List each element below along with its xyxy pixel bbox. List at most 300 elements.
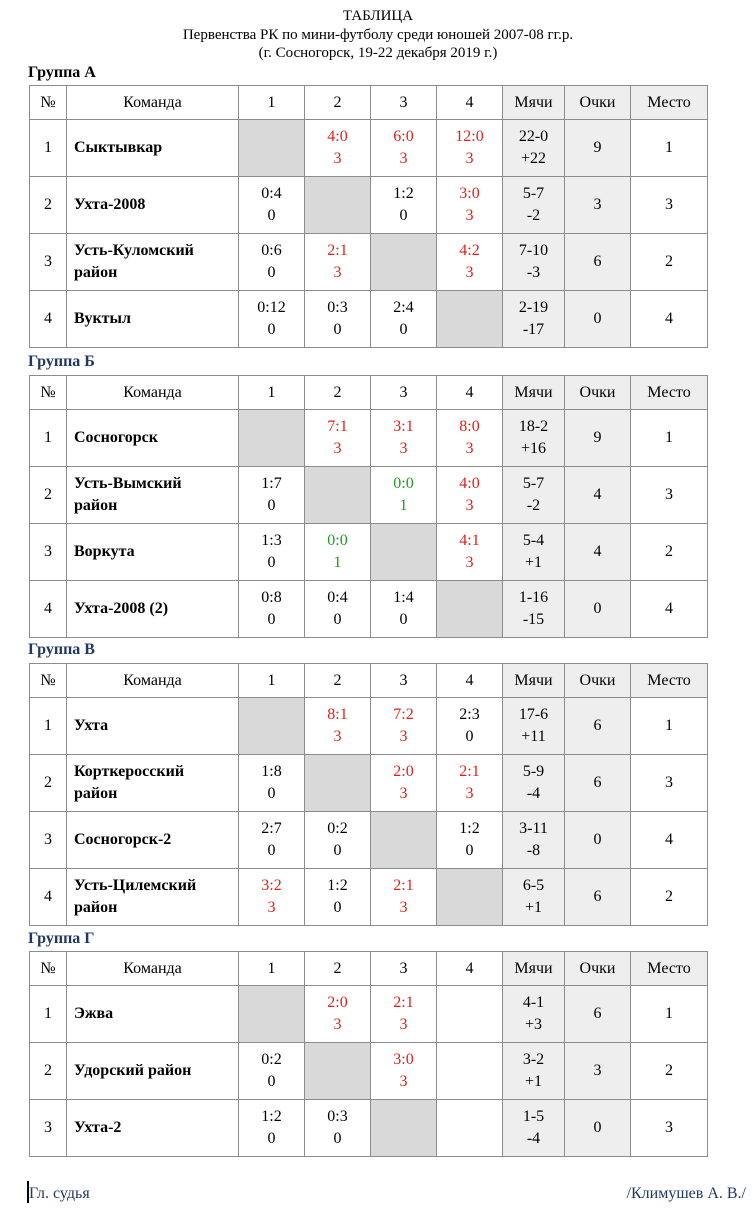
col-header-team: Команда — [67, 664, 239, 698]
match-score: 0:2 — [261, 1051, 282, 1068]
points-cell: 0 — [565, 1100, 631, 1157]
goal-difference: -4 — [526, 785, 541, 802]
match-points: 3 — [399, 440, 408, 457]
blank-cell — [305, 1043, 371, 1100]
place-cell: 2 — [631, 1043, 708, 1100]
points-cell: 6 — [565, 986, 631, 1043]
goals-for-against: 4-1 — [522, 994, 545, 1011]
match-points: 3 — [333, 264, 342, 281]
goal-difference: -8 — [526, 842, 541, 859]
match-points: 3 — [465, 440, 474, 457]
match-points: 0 — [267, 1130, 276, 1147]
group-title: Группа В — [28, 641, 95, 658]
match-result — [239, 869, 305, 926]
match-score: 2:7 — [261, 820, 282, 837]
goals-cell — [503, 291, 565, 348]
place-cell: 3 — [631, 177, 708, 234]
place-cell: 1 — [631, 120, 708, 177]
match-result — [305, 410, 371, 467]
col-header-4: 4 — [437, 376, 503, 410]
match-points: 3 — [399, 728, 408, 745]
match-score: 0:12 — [257, 299, 286, 316]
col-header-team: Команда — [67, 376, 239, 410]
points-cell: 6 — [565, 698, 631, 755]
match-result — [239, 812, 305, 869]
match-result — [371, 986, 437, 1043]
match-result — [371, 869, 437, 926]
col-header-num: № — [30, 86, 67, 120]
col-header-1: 1 — [239, 376, 305, 410]
header-row — [30, 952, 708, 986]
match-result — [239, 581, 305, 638]
goals-cell — [503, 1100, 565, 1157]
goal-difference: -3 — [526, 264, 541, 281]
match-result — [305, 986, 371, 1043]
points-cell: 9 — [565, 120, 631, 177]
place-cell: 2 — [631, 234, 708, 291]
match-result — [371, 120, 437, 177]
empty-cell — [437, 986, 503, 1043]
team-name-line: Ухта-2 — [74, 1119, 122, 1136]
goals-for-against: 2-19 — [518, 299, 549, 316]
points-cell: 0 — [565, 581, 631, 638]
match-result — [239, 1100, 305, 1157]
row-number: 1 — [30, 410, 67, 467]
blank-cell — [239, 410, 305, 467]
match-points: 0 — [267, 1073, 276, 1090]
match-result — [239, 234, 305, 291]
standings-table — [29, 951, 708, 1157]
table-row — [30, 410, 708, 467]
match-result — [371, 410, 437, 467]
col-header-4: 4 — [437, 664, 503, 698]
blank-cell — [371, 1100, 437, 1157]
match-points: 0 — [333, 842, 342, 859]
goal-difference: -2 — [526, 497, 541, 514]
goal-difference: -17 — [522, 321, 545, 338]
col-header-num: № — [30, 664, 67, 698]
blank-cell — [305, 467, 371, 524]
match-points: 0 — [267, 497, 276, 514]
table-row — [30, 234, 708, 291]
match-score: 12:0 — [455, 128, 484, 145]
match-result — [437, 177, 503, 234]
match-result — [371, 581, 437, 638]
match-points: 0 — [267, 842, 276, 859]
document-place-date: (г. Сосногорск, 19-22 декабря 2019 г.) — [258, 45, 498, 61]
team-name-line: Ухта-2008 (2) — [74, 600, 169, 617]
match-result — [239, 291, 305, 348]
match-score: 6:0 — [393, 128, 414, 145]
place-cell: 3 — [631, 467, 708, 524]
col-header-1: 1 — [239, 664, 305, 698]
match-result — [437, 120, 503, 177]
points-cell: 3 — [565, 1043, 631, 1100]
place-cell: 2 — [631, 869, 708, 926]
match-points: 3 — [465, 264, 474, 281]
team-name — [67, 698, 239, 755]
match-score: 2:1 — [459, 763, 480, 780]
blank-cell — [239, 698, 305, 755]
col-header-4: 4 — [437, 952, 503, 986]
team-name — [67, 410, 239, 467]
col-header-2: 2 — [305, 952, 371, 986]
match-score: 2:1 — [393, 877, 414, 894]
document-subtitle: Первенства РК по мини-футболу среди юношей 2007-08 гг.р. — [182, 27, 574, 43]
col-header-balls: Мячи — [503, 86, 565, 120]
match-points: 0 — [333, 321, 342, 338]
col-header-points: Очки — [565, 952, 631, 986]
header-row — [30, 86, 708, 120]
match-result — [305, 698, 371, 755]
match-points: 0 — [267, 264, 276, 281]
team-name — [67, 581, 239, 638]
goal-difference: -15 — [522, 611, 545, 628]
col-header-balls: Мячи — [503, 952, 565, 986]
place-cell: 1 — [631, 986, 708, 1043]
col-header-place: Место — [631, 376, 708, 410]
match-points: 0 — [333, 611, 342, 628]
team-name — [67, 986, 239, 1043]
team-name — [67, 467, 239, 524]
row-number: 4 — [30, 869, 67, 926]
match-score: 2:0 — [393, 763, 414, 780]
col-header-team: Команда — [67, 952, 239, 986]
match-score: 8:0 — [459, 418, 480, 435]
col-header-1: 1 — [239, 86, 305, 120]
match-score: 3:0 — [459, 185, 480, 202]
col-header-balls: Мячи — [503, 376, 565, 410]
match-score: 0:2 — [327, 820, 348, 837]
team-name-line: Ухта — [74, 717, 109, 734]
match-result — [305, 291, 371, 348]
points-cell: 6 — [565, 755, 631, 812]
goals-for-against: 6-5 — [522, 877, 545, 894]
col-header-2: 2 — [305, 86, 371, 120]
match-score: 1:7 — [261, 475, 282, 492]
match-result — [371, 1043, 437, 1100]
team-name — [67, 234, 239, 291]
goals-for-against: 7-10 — [518, 242, 549, 259]
match-score: 0:6 — [261, 242, 282, 259]
place-cell: 1 — [631, 698, 708, 755]
col-header-place: Место — [631, 952, 708, 986]
blank-cell — [437, 291, 503, 348]
match-score: 2:4 — [393, 299, 414, 316]
points-cell: 9 — [565, 410, 631, 467]
match-points: 3 — [333, 150, 342, 167]
standings-table — [29, 375, 708, 638]
place-cell: 3 — [631, 755, 708, 812]
row-number: 2 — [30, 467, 67, 524]
match-points: 1 — [399, 497, 408, 514]
match-score: 1:2 — [393, 185, 414, 202]
match-result — [239, 1043, 305, 1100]
match-score: 0:3 — [327, 1108, 348, 1125]
match-points: 3 — [399, 1016, 408, 1033]
match-score: 4:1 — [459, 532, 480, 549]
match-result — [371, 177, 437, 234]
match-score: 1:2 — [459, 820, 480, 837]
team-name-line: Корткеросский — [74, 763, 185, 780]
col-header-3: 3 — [371, 376, 437, 410]
team-name-line: Усть-Куломский — [74, 242, 194, 259]
match-result — [437, 755, 503, 812]
points-cell: 3 — [565, 177, 631, 234]
col-header-place: Место — [631, 86, 708, 120]
match-points: 3 — [333, 728, 342, 745]
team-name — [67, 177, 239, 234]
match-score: 2:0 — [327, 994, 348, 1011]
col-header-3: 3 — [371, 664, 437, 698]
match-score: 1:8 — [261, 763, 282, 780]
match-points: 0 — [267, 611, 276, 628]
blank-cell — [305, 755, 371, 812]
place-cell: 1 — [631, 410, 708, 467]
goals-for-against: 18-2 — [518, 418, 549, 435]
blank-cell — [437, 869, 503, 926]
team-name-line: Эжва — [74, 1005, 114, 1022]
match-points: 0 — [465, 842, 474, 859]
match-score: 4:0 — [327, 128, 348, 145]
goals-for-against: 5-9 — [522, 763, 545, 780]
match-result — [437, 234, 503, 291]
col-header-2: 2 — [305, 664, 371, 698]
match-score: 1:2 — [327, 877, 348, 894]
blank-cell — [239, 986, 305, 1043]
match-score: 0:0 — [393, 475, 414, 492]
team-name — [67, 524, 239, 581]
match-points: 3 — [399, 1073, 408, 1090]
col-header-team: Команда — [67, 86, 239, 120]
table-row — [30, 524, 708, 581]
team-name — [67, 755, 239, 812]
match-score: 7:1 — [327, 418, 348, 435]
match-result — [437, 467, 503, 524]
row-number: 2 — [30, 1043, 67, 1100]
goals-cell — [503, 120, 565, 177]
match-points: 0 — [399, 207, 408, 224]
col-header-2: 2 — [305, 376, 371, 410]
match-score: 4:2 — [459, 242, 480, 259]
match-points: 3 — [399, 899, 408, 916]
row-number: 4 — [30, 291, 67, 348]
match-points: 3 — [333, 1016, 342, 1033]
match-points: 0 — [267, 554, 276, 571]
table-row — [30, 120, 708, 177]
goals-cell — [503, 177, 565, 234]
col-header-1: 1 — [239, 952, 305, 986]
match-score: 0:4 — [261, 185, 282, 202]
col-header-place: Место — [631, 664, 708, 698]
match-points: 0 — [465, 728, 474, 745]
match-points: 3 — [465, 497, 474, 514]
match-result — [371, 467, 437, 524]
table-row — [30, 869, 708, 926]
team-name-line: район — [74, 497, 118, 514]
team-name-line: Удорский район — [74, 1062, 192, 1079]
team-name-line: Усть-Вымский — [74, 475, 182, 492]
row-number: 3 — [30, 812, 67, 869]
team-name-line: Воркута — [74, 543, 135, 560]
goals-for-against: 17-6 — [518, 706, 549, 723]
row-number: 4 — [30, 581, 67, 638]
match-score: 3:1 — [393, 418, 414, 435]
goals-for-against: 3-2 — [522, 1051, 545, 1068]
empty-cell — [437, 1043, 503, 1100]
goal-difference: +3 — [524, 1016, 543, 1033]
goals-for-against: 5-4 — [522, 532, 545, 549]
match-result — [305, 581, 371, 638]
row-number: 3 — [30, 1100, 67, 1157]
match-points: 0 — [333, 1130, 342, 1147]
match-result — [305, 812, 371, 869]
match-score: 1:2 — [261, 1108, 282, 1125]
team-name-line: Ухта-2008 — [74, 196, 146, 213]
match-score: 0:0 — [327, 532, 348, 549]
goals-cell — [503, 755, 565, 812]
table-row — [30, 986, 708, 1043]
match-score: 0:8 — [261, 589, 282, 606]
points-cell: 4 — [565, 524, 631, 581]
row-number: 3 — [30, 524, 67, 581]
goals-cell — [503, 869, 565, 926]
team-name-line: Вуктыл — [74, 310, 132, 327]
match-result — [239, 177, 305, 234]
col-header-3: 3 — [371, 86, 437, 120]
goals-cell — [503, 812, 565, 869]
goals-cell — [503, 581, 565, 638]
team-name-line: Сосногорск — [74, 429, 158, 446]
col-header-num: № — [30, 376, 67, 410]
goals-cell — [503, 1043, 565, 1100]
team-name — [67, 1100, 239, 1157]
match-result — [305, 120, 371, 177]
goal-difference: -2 — [526, 207, 541, 224]
blank-cell — [371, 812, 437, 869]
judge-name: /Климушев А. В./ — [626, 1185, 746, 1202]
match-score: 0:3 — [327, 299, 348, 316]
col-header-points: Очки — [565, 86, 631, 120]
match-score: 3:2 — [261, 877, 282, 894]
goals-for-against: 5-7 — [522, 475, 545, 492]
col-header-balls: Мячи — [503, 664, 565, 698]
table-row — [30, 755, 708, 812]
place-cell: 4 — [631, 291, 708, 348]
row-number: 1 — [30, 120, 67, 177]
match-score: 2:3 — [459, 706, 480, 723]
points-cell: 6 — [565, 234, 631, 291]
match-points: 0 — [267, 321, 276, 338]
row-number: 3 — [30, 234, 67, 291]
place-cell: 4 — [631, 581, 708, 638]
table-row — [30, 1043, 708, 1100]
match-points: 3 — [399, 150, 408, 167]
team-name — [67, 869, 239, 926]
row-number: 2 — [30, 755, 67, 812]
goal-difference: +22 — [520, 150, 547, 167]
place-cell: 3 — [631, 1100, 708, 1157]
blank-cell — [305, 177, 371, 234]
match-points: 0 — [333, 899, 342, 916]
goal-difference: +1 — [524, 1073, 543, 1090]
match-score: 7:2 — [393, 706, 414, 723]
match-points: 1 — [333, 554, 342, 571]
match-score: 4:0 — [459, 475, 480, 492]
table-row — [30, 467, 708, 524]
team-name-line: район — [74, 785, 118, 802]
empty-cell — [437, 1100, 503, 1157]
table-row — [30, 812, 708, 869]
goal-difference: +16 — [520, 440, 547, 457]
goals-cell — [503, 524, 565, 581]
match-score: 8:1 — [327, 706, 348, 723]
match-score: 1:3 — [261, 532, 282, 549]
goals-for-against: 1-5 — [522, 1108, 545, 1125]
match-result — [437, 410, 503, 467]
goals-for-against: 5-7 — [522, 185, 545, 202]
goals-cell — [503, 410, 565, 467]
match-points: 3 — [465, 150, 474, 167]
team-name-line: Усть-Цилемский — [74, 877, 197, 894]
match-points: 3 — [267, 899, 276, 916]
col-header-points: Очки — [565, 664, 631, 698]
goals-cell — [503, 234, 565, 291]
place-cell: 2 — [631, 524, 708, 581]
match-points: 0 — [399, 321, 408, 338]
match-result — [305, 234, 371, 291]
goal-difference: +11 — [521, 728, 546, 745]
team-name — [67, 812, 239, 869]
match-result — [371, 755, 437, 812]
match-result — [305, 524, 371, 581]
row-number: 1 — [30, 698, 67, 755]
col-header-points: Очки — [565, 376, 631, 410]
goals-cell — [503, 467, 565, 524]
table-row — [30, 291, 708, 348]
col-header-4: 4 — [437, 86, 503, 120]
col-header-num: № — [30, 952, 67, 986]
points-cell: 0 — [565, 291, 631, 348]
match-points: 3 — [465, 785, 474, 802]
match-result — [437, 524, 503, 581]
table-row — [30, 177, 708, 234]
team-name-line: район — [74, 899, 118, 916]
match-result — [371, 698, 437, 755]
row-number: 2 — [30, 177, 67, 234]
standings-table — [29, 85, 708, 348]
document-title: ТАБЛИЦА — [342, 8, 414, 24]
table-row — [30, 1100, 708, 1157]
match-result — [239, 524, 305, 581]
place-cell: 4 — [631, 812, 708, 869]
match-result — [239, 755, 305, 812]
header-row — [30, 664, 708, 698]
blank-cell — [437, 581, 503, 638]
match-score: 2:1 — [327, 242, 348, 259]
match-result — [239, 467, 305, 524]
points-cell: 4 — [565, 467, 631, 524]
match-result — [437, 698, 503, 755]
col-header-3: 3 — [371, 952, 437, 986]
row-number: 1 — [30, 986, 67, 1043]
table-row — [30, 698, 708, 755]
goals-for-against: 3-11 — [519, 820, 548, 837]
match-result — [305, 869, 371, 926]
group-title: Группа А — [28, 64, 96, 81]
group-title: Группа Б — [28, 353, 95, 370]
team-name-line: Сосногорск-2 — [74, 831, 172, 848]
